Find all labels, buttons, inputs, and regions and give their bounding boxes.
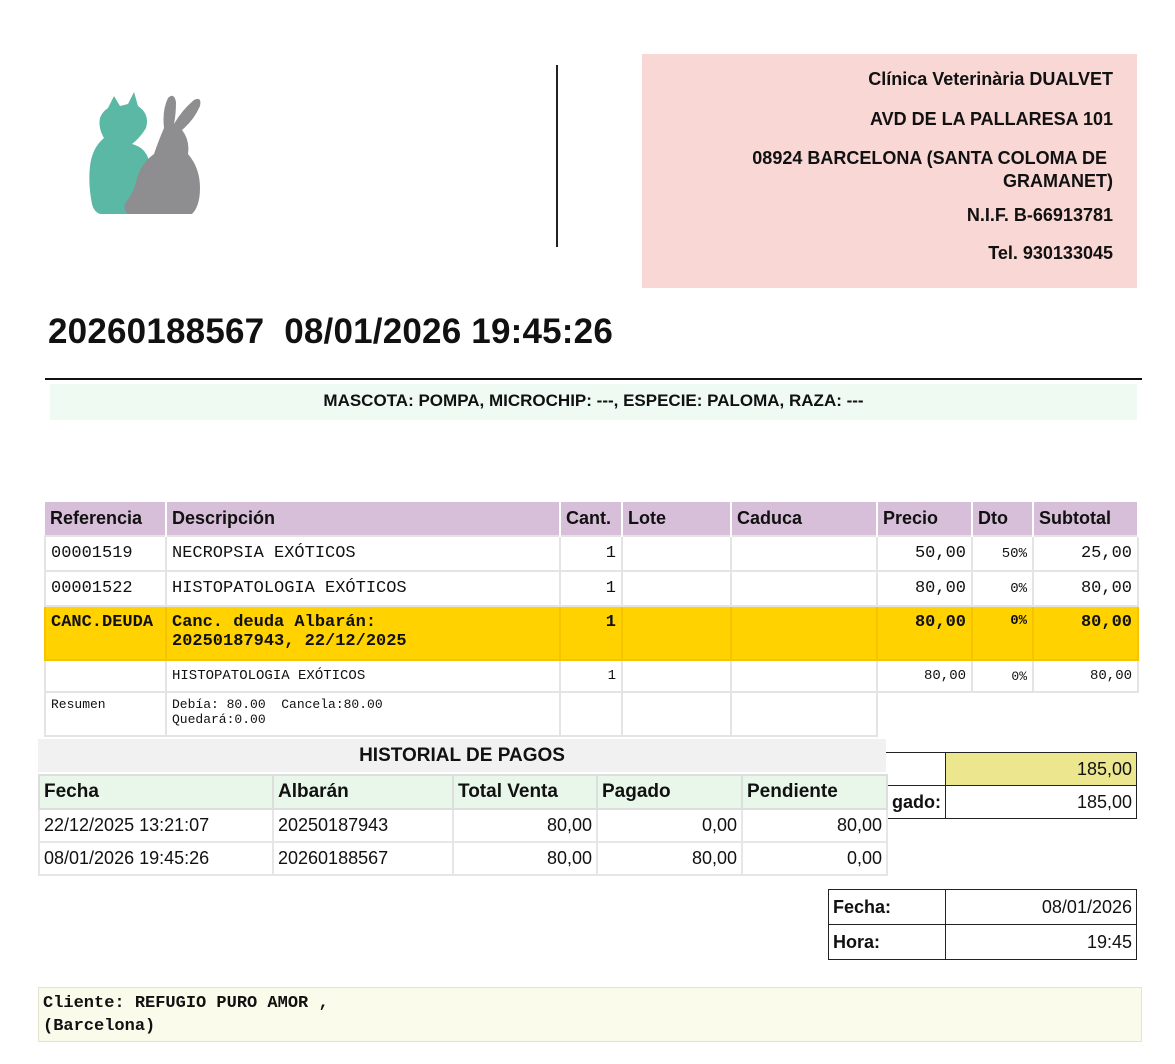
col-referencia: Referencia bbox=[45, 502, 166, 536]
item-desc-line1: Canc. deuda Albarán: bbox=[172, 613, 377, 632]
history-pendiente: 0,00 bbox=[742, 842, 887, 875]
item-dto: 0% bbox=[972, 606, 1033, 660]
col-lote: Lote bbox=[622, 502, 731, 536]
history-pagado: 80,00 bbox=[597, 842, 742, 875]
clinic-city-line2: GRAMANET) bbox=[1003, 171, 1113, 191]
history-total: 80,00 bbox=[453, 809, 597, 842]
col-albaran: Albarán bbox=[273, 775, 453, 809]
col-precio: Precio bbox=[877, 502, 972, 536]
item-ref bbox=[45, 660, 166, 692]
item-price: 80,00 bbox=[877, 571, 972, 606]
history-albaran: 20260188567 bbox=[273, 842, 453, 875]
summary-empty bbox=[622, 692, 731, 736]
summary-blank bbox=[877, 692, 972, 736]
summary-text bbox=[166, 692, 560, 736]
item-caduca bbox=[731, 606, 877, 660]
client-box bbox=[38, 987, 1142, 1042]
item-caduca bbox=[731, 571, 877, 606]
history-pagado: 0,00 bbox=[597, 809, 742, 842]
hora-label: Hora: bbox=[829, 925, 946, 960]
item-desc bbox=[166, 606, 560, 660]
total-label bbox=[883, 753, 946, 786]
clinic-logo bbox=[78, 88, 213, 223]
document-title bbox=[48, 312, 613, 352]
history-fecha: 22/12/2025 13:21:07 bbox=[39, 809, 273, 842]
col-dto: Dto bbox=[972, 502, 1033, 536]
hora-row bbox=[829, 925, 1137, 960]
items-table bbox=[44, 502, 1139, 737]
col-cant: Cant. bbox=[560, 502, 622, 536]
item-price: 50,00 bbox=[877, 536, 972, 571]
clinic-nif: N.I.F. B-66913781 bbox=[966, 205, 1113, 225]
item-lote bbox=[622, 606, 731, 660]
item-lote bbox=[622, 571, 731, 606]
clinic-info-box bbox=[642, 54, 1137, 288]
client-city: (Barcelona) bbox=[43, 1017, 156, 1036]
history-albaran: 20250187943 bbox=[273, 809, 453, 842]
item-caduca bbox=[731, 536, 877, 571]
summary-label: Resumen bbox=[45, 692, 166, 736]
clinic-tel: Tel. 930133045 bbox=[988, 243, 1113, 263]
item-subtotal: 80,00 bbox=[1033, 660, 1138, 692]
date-time-box bbox=[828, 889, 1137, 960]
item-desc-line2: 20250187943, 22/12/2025 bbox=[172, 632, 407, 651]
col-descripcion: Descripción bbox=[166, 502, 560, 536]
total-value: 185,00 bbox=[946, 753, 1137, 786]
title-divider bbox=[45, 378, 1142, 380]
table-row bbox=[45, 571, 1138, 606]
item-qty: 1 bbox=[560, 606, 622, 660]
col-subtotal: Subtotal bbox=[1033, 502, 1138, 536]
hora-value: 19:45 bbox=[946, 925, 1137, 960]
paid-value: 185,00 bbox=[946, 786, 1137, 819]
fecha-row bbox=[829, 890, 1137, 925]
summary-blank bbox=[1033, 692, 1138, 736]
item-ref: CANC.DEUDA bbox=[45, 606, 166, 660]
paid-label: gado: bbox=[883, 786, 946, 819]
table-row bbox=[45, 536, 1138, 571]
table-row bbox=[39, 809, 887, 842]
fecha-value: 08/01/2026 bbox=[946, 890, 1137, 925]
item-price: 80,00 bbox=[877, 606, 972, 660]
totals-table bbox=[882, 752, 1137, 819]
paid-row bbox=[883, 786, 1137, 819]
summary-blank bbox=[972, 692, 1033, 736]
item-lote bbox=[622, 660, 731, 692]
table-row bbox=[45, 660, 1138, 692]
history-fecha: 08/01/2026 19:45:26 bbox=[39, 842, 273, 875]
col-pagado: Pagado bbox=[597, 775, 742, 809]
item-qty: 1 bbox=[560, 571, 622, 606]
summary-line2: Quedará:0.00 bbox=[172, 712, 266, 727]
item-ref: 00001522 bbox=[45, 571, 166, 606]
summary-empty bbox=[731, 692, 877, 736]
fecha-label: Fecha: bbox=[829, 890, 946, 925]
item-caduca bbox=[731, 660, 877, 692]
item-dto: 0% bbox=[972, 660, 1033, 692]
summary-line1: Debía: 80.00 Cancela:80.00 bbox=[172, 697, 383, 712]
clinic-city-line1: 08924 BARCELONA (SANTA COLOMA DE bbox=[752, 148, 1107, 168]
clinic-address: AVD DE LA PALLARESA 101 bbox=[869, 109, 1113, 129]
history-pendiente: 80,00 bbox=[742, 809, 887, 842]
item-dto: 50% bbox=[972, 536, 1033, 571]
history-total: 80,00 bbox=[453, 842, 597, 875]
payment-history bbox=[38, 739, 886, 876]
summary-row bbox=[45, 692, 1138, 736]
summary-empty bbox=[560, 692, 622, 736]
total-row bbox=[883, 753, 1137, 786]
col-fecha: Fecha bbox=[39, 775, 273, 809]
document-number: 20260188567 bbox=[48, 312, 265, 351]
document-datetime: 08/01/2026 19:45:26 bbox=[284, 312, 613, 351]
item-lote bbox=[622, 536, 731, 571]
history-table bbox=[38, 774, 888, 876]
item-desc: NECROPSIA EXÓTICOS bbox=[166, 536, 560, 571]
item-dto: 0% bbox=[972, 571, 1033, 606]
col-total-venta: Total Venta bbox=[453, 775, 597, 809]
item-qty: 1 bbox=[560, 536, 622, 571]
item-subtotal: 80,00 bbox=[1033, 571, 1138, 606]
table-row bbox=[39, 842, 887, 875]
pet-info-bar: MASCOTA: POMPA, MICROCHIP: ---, ESPECIE: PALOMA, RAZA: --- bbox=[50, 384, 1137, 420]
item-qty: 1 bbox=[560, 660, 622, 692]
item-ref: 00001519 bbox=[45, 536, 166, 571]
history-header-row bbox=[39, 775, 887, 809]
item-desc: HISTOPATOLOGIA EXÓTICOS bbox=[166, 660, 560, 692]
item-subtotal: 80,00 bbox=[1033, 606, 1138, 660]
debt-cancel-row bbox=[45, 606, 1138, 660]
clinic-name: Clínica Veterinària DUALVET bbox=[868, 69, 1113, 89]
history-title: HISTORIAL DE PAGOS bbox=[38, 739, 886, 774]
col-caduca: Caduca bbox=[731, 502, 877, 536]
item-subtotal: 25,00 bbox=[1033, 536, 1138, 571]
header-divider bbox=[556, 65, 558, 247]
items-header-row bbox=[45, 502, 1138, 536]
item-price: 80,00 bbox=[877, 660, 972, 692]
col-pendiente: Pendiente bbox=[742, 775, 887, 809]
item-desc: HISTOPATOLOGIA EXÓTICOS bbox=[166, 571, 560, 606]
client-name: Cliente: REFUGIO PURO AMOR , bbox=[43, 994, 329, 1013]
